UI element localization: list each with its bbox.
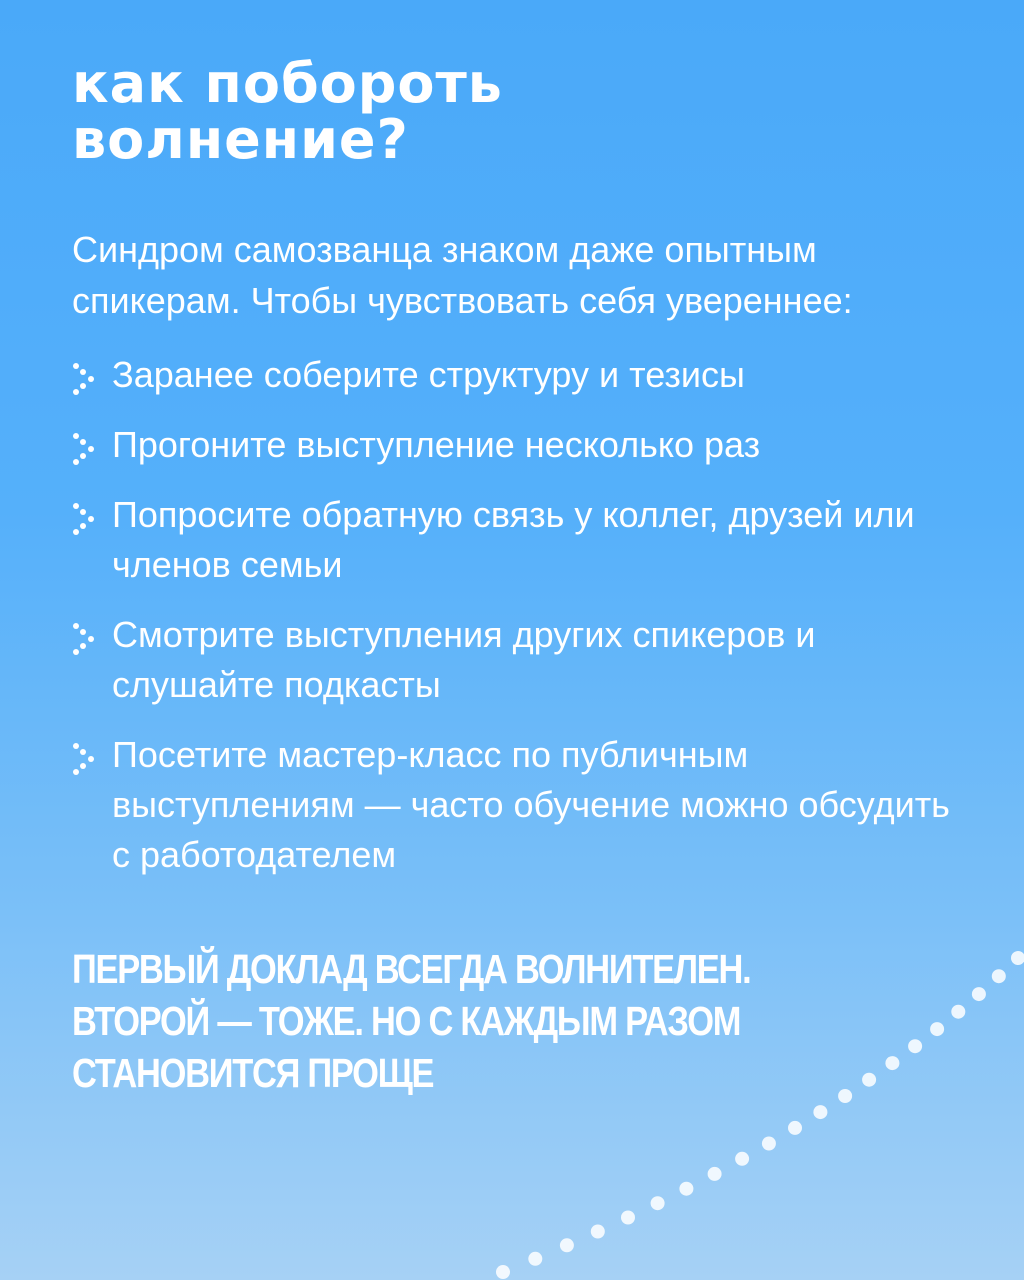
dotted-chevron-right-icon xyxy=(70,742,100,776)
quote-line-2: ВТОРОЙ — ТОЖЕ. НО С КАЖДЫМ РАЗОМ xyxy=(72,998,741,1044)
decoration-dot xyxy=(992,969,1006,983)
quote-line-3: СТАНОВИТСЯ ПРОЩЕ xyxy=(72,1050,434,1096)
decoration-dot xyxy=(735,1152,749,1166)
decoration-dot xyxy=(621,1211,635,1225)
decoration-dot xyxy=(1011,951,1024,965)
tips-list xyxy=(70,350,970,900)
decoration-dot xyxy=(651,1196,665,1210)
dotted-chevron-right-icon xyxy=(70,502,100,536)
tip-text: Прогоните выступление несколько раз xyxy=(112,424,761,465)
tip-text: Заранее соберите структуру и тезисы xyxy=(112,354,745,395)
title-line-2: волнение? xyxy=(72,108,409,171)
list-item xyxy=(70,490,970,590)
list-item xyxy=(70,350,970,400)
decoration-dot xyxy=(972,987,986,1001)
tip-text: Посетите мастер-класс по публичным выступлениям — часто обучение можно обсудить с работодателем xyxy=(112,734,950,875)
dotted-chevron-right-icon xyxy=(70,362,100,396)
list-item xyxy=(70,420,970,470)
decoration-dot xyxy=(908,1039,922,1053)
decoration-dot xyxy=(838,1089,852,1103)
intro-text: Синдром самозванца знаком даже опытным спикерам. Чтобы чувствовать себя увереннее: xyxy=(72,229,853,321)
decoration-dot xyxy=(885,1056,899,1070)
closing-quote xyxy=(72,943,794,1099)
decoration-dot xyxy=(591,1225,605,1239)
page-title xyxy=(72,52,503,171)
title-line-1: как побороть xyxy=(72,52,503,115)
decoration-dot xyxy=(951,1005,965,1019)
decoration-dot xyxy=(528,1252,542,1266)
tip-text: Попросите обратную связь у коллег, друзей или членов семьи xyxy=(112,494,915,585)
quote-line-1: ПЕРВЫЙ ДОКЛАД ВСЕГДА ВОЛНИТЕЛЕН. xyxy=(72,946,751,992)
decoration-dot xyxy=(813,1105,827,1119)
decoration-dot xyxy=(708,1167,722,1181)
decoration-dot xyxy=(862,1073,876,1087)
decoration-dot xyxy=(496,1265,510,1279)
decoration-dot xyxy=(679,1182,693,1196)
list-item xyxy=(70,730,970,880)
decoration-dot xyxy=(930,1022,944,1036)
dotted-chevron-right-icon xyxy=(70,622,100,656)
decoration-dot xyxy=(762,1137,776,1151)
dotted-chevron-right-icon xyxy=(70,432,100,466)
decoration-dot xyxy=(788,1121,802,1135)
list-item xyxy=(70,610,970,710)
decoration-dot xyxy=(560,1238,574,1252)
tip-text: Смотрите выступления других спикеров и слушайте подкасты xyxy=(112,614,816,705)
